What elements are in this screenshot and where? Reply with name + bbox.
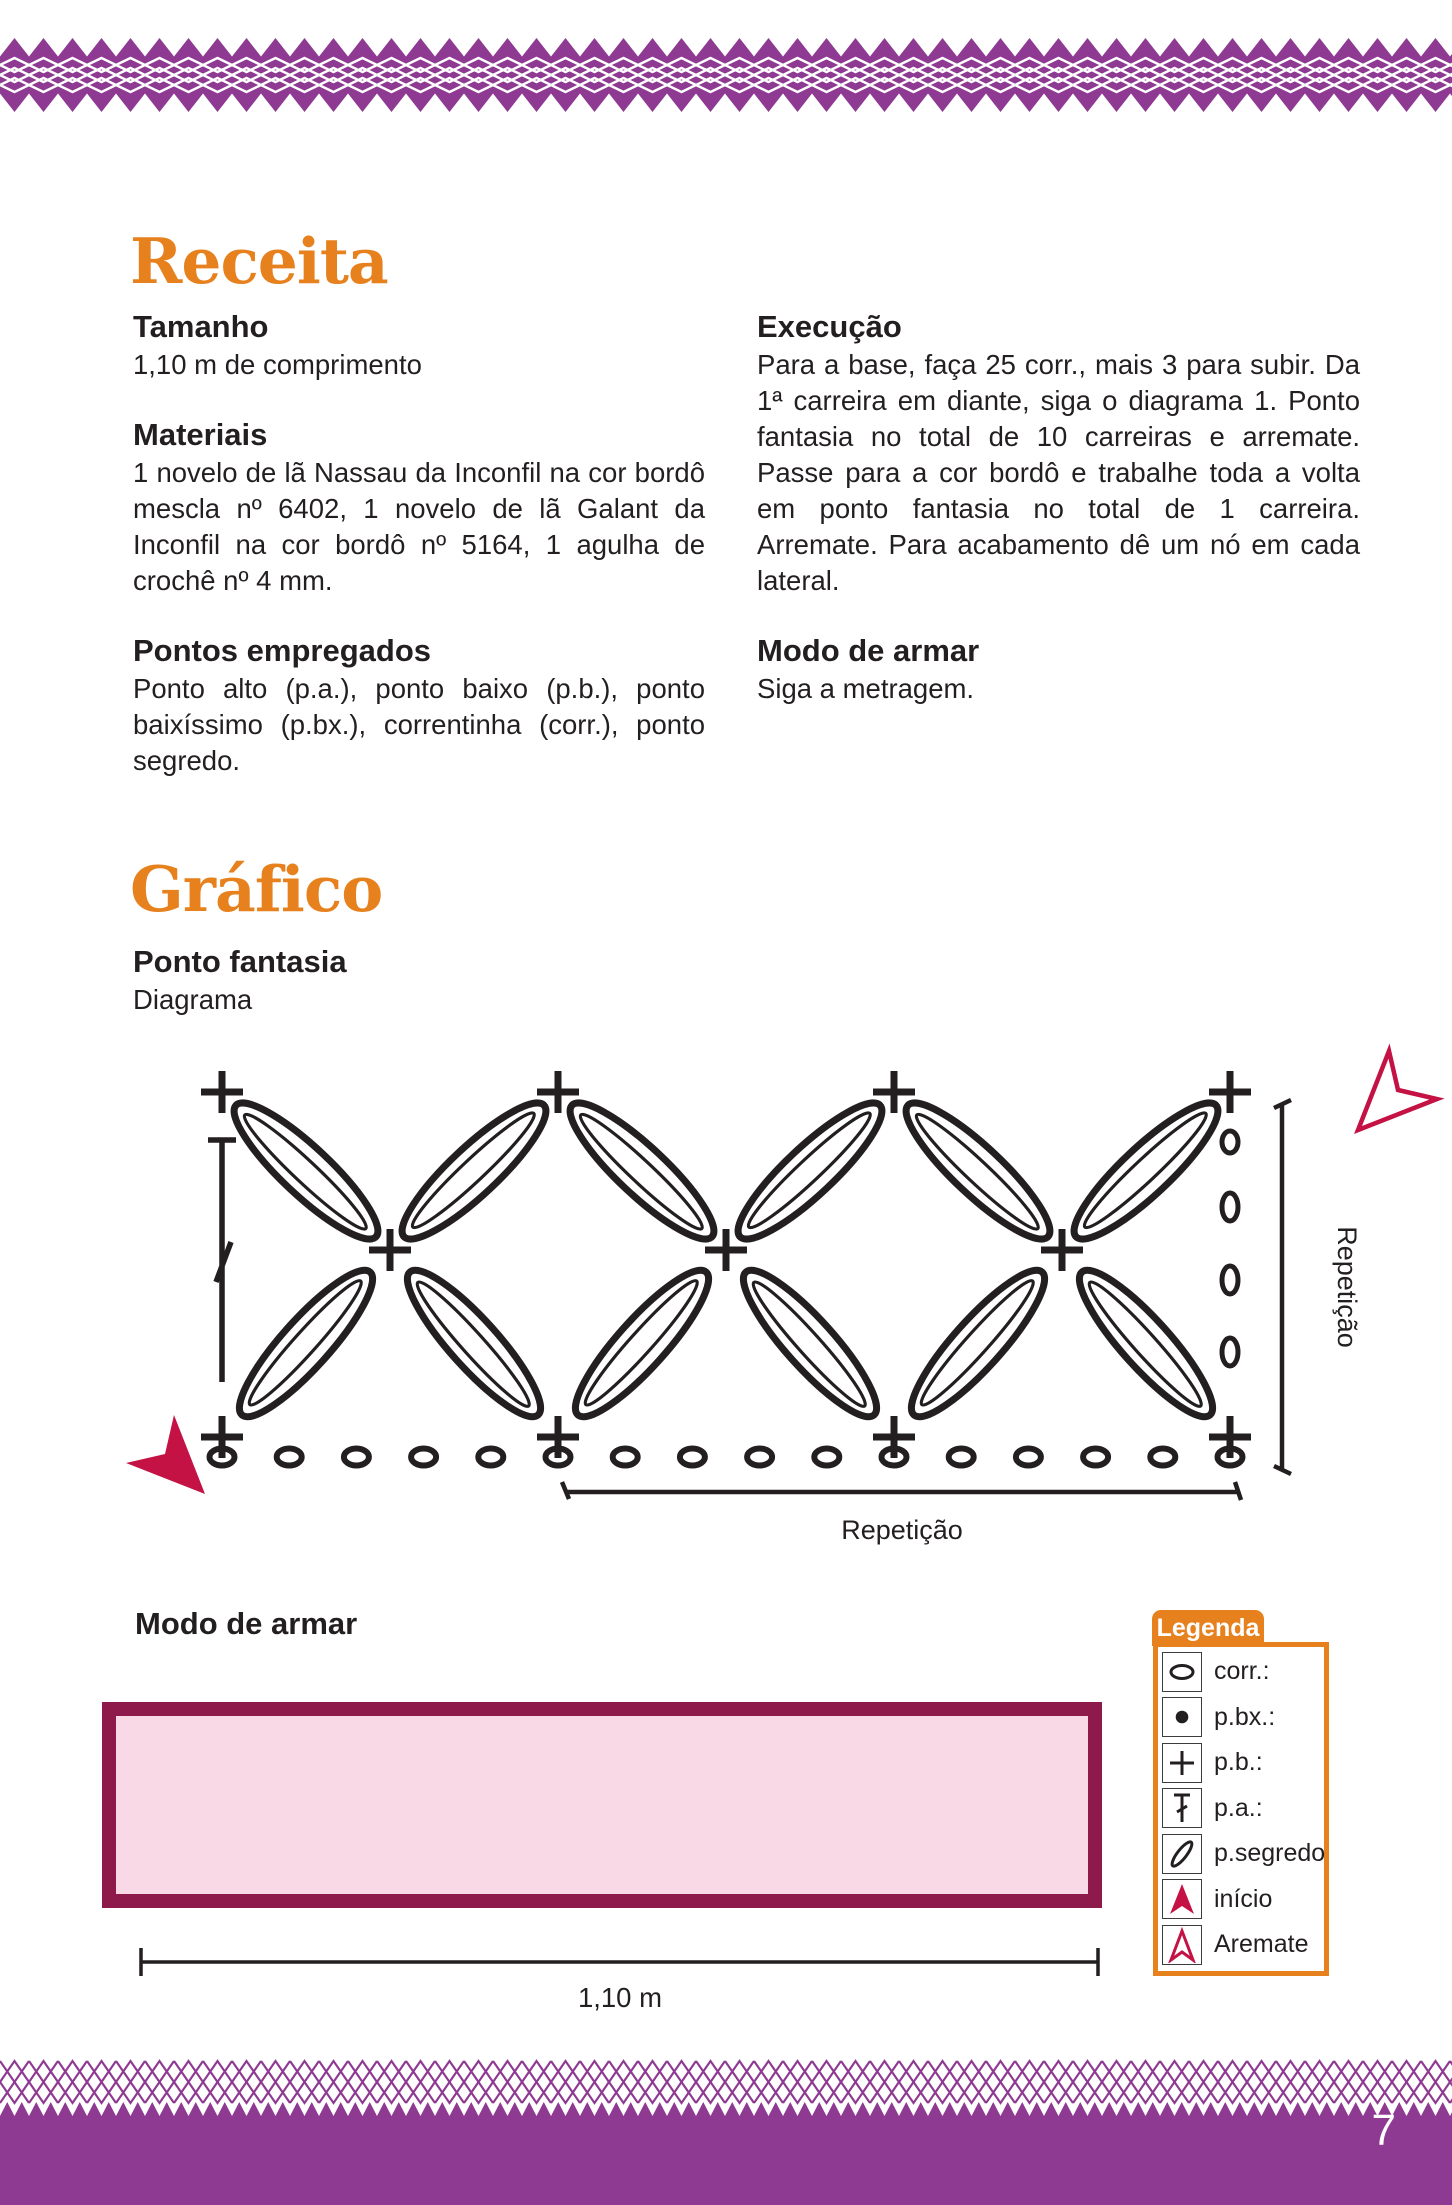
tamanho-text: 1,10 m de comprimento (133, 349, 422, 380)
receita-title: Receita (130, 224, 388, 298)
double-crochet-tall-symbol (208, 1140, 236, 1382)
chain-symbol (949, 1449, 974, 1466)
modo-de-armar-heading: Modo de armar (135, 1606, 358, 1641)
stitch-name: Ponto fantasia (133, 944, 347, 979)
modo-text: Siga a metragem. (757, 673, 975, 704)
measurement-line (90, 1940, 1150, 1984)
double-crochet-icon (1162, 1788, 1202, 1828)
repeat-vertical-label: Repetição (1332, 1226, 1362, 1348)
horizontal-repeat-bracket (562, 1482, 1241, 1500)
recipe-right-column (757, 310, 1360, 707)
tamanho-heading: Tamanho (133, 309, 269, 344)
legend-row (1162, 1695, 1324, 1741)
petal-loop (1064, 1256, 1228, 1431)
legend-box (1153, 1642, 1329, 1976)
petal-loop (724, 1088, 897, 1254)
vertical-repeat-bracket (1274, 1100, 1291, 1474)
start-arrow-icon (126, 1415, 205, 1494)
legend-row (1162, 1831, 1324, 1877)
crochet-diagram (90, 1042, 1452, 1547)
single-crochet-symbol (537, 1416, 579, 1458)
legend-label: início (1214, 1884, 1273, 1913)
materiais-heading: Materiais (133, 417, 268, 452)
petal-loop (220, 1088, 393, 1254)
legend-row (1162, 1877, 1324, 1923)
bottom-diamond-border (0, 2058, 1452, 2205)
turning-chain-symbol (1222, 1338, 1238, 1366)
petal-loop (392, 1256, 556, 1431)
chain-symbol (411, 1449, 436, 1466)
grafico-title: Gráfico (130, 852, 383, 926)
petal-loop (728, 1256, 892, 1431)
execucao-heading: Execução (757, 309, 902, 344)
legend-label: p.segredo (1214, 1839, 1326, 1868)
chain-symbol (814, 1449, 839, 1466)
single-crochet-icon (1162, 1743, 1202, 1783)
legend-label: p.b.: (1214, 1748, 1263, 1777)
petal-loop (892, 1088, 1065, 1254)
pontos-heading: Pontos empregados (133, 633, 431, 668)
chain-symbol (1016, 1449, 1041, 1466)
legend-label: corr.: (1214, 1657, 1270, 1686)
execucao-text: Para a base, faça 25 corr., mais 3 para subir. Da 1ª carreira em diante, siga o diagrama 1. Ponto fantasia no total de 10 carreiras e arremate. Passe para a cor bordô e trabalhe toda a volta em ponto fantasia no total de 1 carreira. Arremate. Para acabamento dê um nó em cada lateral. (757, 349, 1360, 596)
petal-loop (1060, 1088, 1233, 1254)
petal-loop (896, 1256, 1060, 1431)
legend-label: Aremate (1214, 1930, 1309, 1959)
chain-symbol (1083, 1449, 1108, 1466)
start-arrow-icon (1162, 1879, 1202, 1919)
chain-icon (1162, 1652, 1202, 1692)
modo-heading-right: Modo de armar (757, 633, 980, 668)
materiais-text: 1 novelo de lã Nassau da Inconfil na cor bordô mescla nº 6402, 1 novelo de lã Galant da Inconfil na cor bordô nº 5164, 1 agulha de crochê nº 4 mm. (133, 457, 705, 596)
turning-chain-symbol (1222, 1131, 1238, 1153)
finish-arrow-icon (1358, 1051, 1437, 1130)
petal-loop (224, 1256, 388, 1431)
secret-stitch-icon (1162, 1834, 1202, 1874)
slip-stitch-icon (1162, 1697, 1202, 1737)
single-crochet-symbol (201, 1416, 243, 1458)
scheme-rectangle (102, 1702, 1102, 1908)
repeat-horizontal-label: Repetição (841, 1515, 963, 1545)
recipe-left-column (133, 310, 705, 779)
chain-symbol (613, 1449, 638, 1466)
diagram-caption: Diagrama (133, 984, 253, 1015)
page-number: 7 (1371, 2106, 1396, 2155)
petal-loop (560, 1256, 724, 1431)
legend-label: p.a.: (1214, 1793, 1263, 1822)
chain-symbol (344, 1449, 369, 1466)
finish-arrow-icon (1162, 1925, 1202, 1965)
single-crochet-symbol (1209, 1416, 1251, 1458)
turning-chain-symbol (1222, 1266, 1238, 1294)
pontos-text: Ponto alto (p.a.), ponto baixo (p.b.), ponto baixíssimo (p.bx.), correntinha (corr.), ponto segredo. (133, 673, 705, 776)
legend-tab: Legenda (1152, 1610, 1264, 1646)
single-crochet-symbol (873, 1416, 915, 1458)
legend-row (1162, 1649, 1324, 1695)
petal-loop (388, 1088, 561, 1254)
chain-symbol (277, 1449, 302, 1466)
chain-symbol (747, 1449, 772, 1466)
turning-chain-symbol (1222, 1193, 1238, 1221)
petal-loop (556, 1088, 729, 1254)
chain-symbol (1150, 1449, 1175, 1466)
top-diamond-border (0, 38, 1452, 112)
chain-symbol (478, 1449, 503, 1466)
legend-row (1162, 1740, 1324, 1786)
chain-symbol (680, 1449, 705, 1466)
measurement-label: 1,10 m (577, 1982, 663, 2013)
legend-row (1162, 1786, 1324, 1832)
legend-row (1162, 1922, 1324, 1968)
legend-label: p.bx.: (1214, 1702, 1276, 1731)
